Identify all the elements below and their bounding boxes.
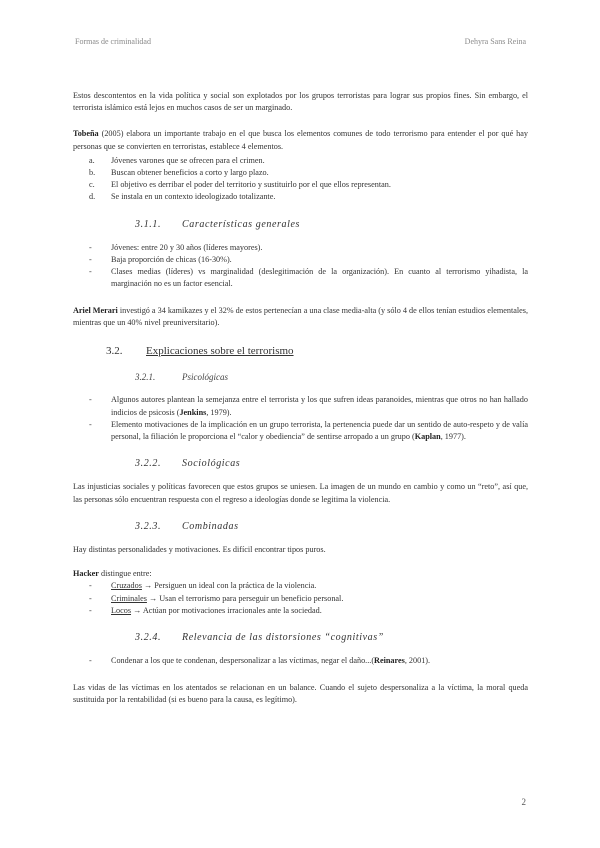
combined-paragraph: Hay distintas personalidades y motivaciones. Es difícil encontrar tipos puros. bbox=[73, 545, 326, 555]
header-left: Formas de criminalidad bbox=[75, 37, 151, 46]
list-item: - Jóvenes: entre 20 y 30 años (líderes mayores). bbox=[89, 242, 263, 252]
closing-paragraph: Las vidas de las víctimas en los atentados se relacionan en un balance. Cuando el sujeto despersonaliza a la víctima, la moral queda sustituida por la rentabilidad (si es bueno para la causa, es legítimo). bbox=[73, 682, 528, 704]
author-tobena: Tobeña bbox=[73, 129, 99, 139]
heading-3-2-3: 3.2.3. Combinadas bbox=[135, 520, 239, 532]
list-item: - Clases medias (líderes) vs marginalidad (deslegitimación de la organización). En cuanto al terrorismo yihadista, la marginación no es un factor esencial. bbox=[89, 267, 528, 289]
merari-paragraph: Ariel Merari investigó a 34 kamikazes y el 32% de estos pertenecían a una clase media-alta (y sólo 4 de ellos tenían estudios elementales, mientras que un 40% nivel preuniversitario). bbox=[73, 305, 528, 327]
list-item: a. Jóvenes varones que se ofrecen para el crimen. bbox=[89, 155, 265, 165]
tobena-list bbox=[73, 155, 528, 204]
list-item: d. Se instala en un contexto ideologizado totalizante. bbox=[89, 192, 276, 202]
author-hacker: Hacker bbox=[73, 569, 99, 579]
author-merari: Ariel Merari bbox=[73, 305, 118, 315]
intro-paragraph: Estos descontentos en la vida política y social son explotados por los grupos terroristas para lograr sus propios fines. Sin embargo, el terrorista islámico está lejos en muchos casos de ser un marginado. bbox=[73, 91, 528, 113]
page-content bbox=[73, 90, 528, 706]
list-item: - Elemento motivaciones de la implicación en un grupo terrorista, la pertenencia puede dar un sentido de auto-respeto y de valía personal, la filiación le proporciona el “calor y obediencia” de sentirse arropado a un grupo (Kaplan, 1977). bbox=[89, 419, 528, 442]
hacker-paragraph: Hacker distingue entre: bbox=[73, 569, 152, 579]
list-item: - Criminales → Usan el terrorismo para perseguir un beneficio personal. bbox=[89, 593, 344, 603]
header-right: Dehyra Sans Reina bbox=[464, 37, 526, 46]
list-item: b. Buscan obtener beneficios a corto y largo plazo. bbox=[89, 168, 269, 178]
heading-3-2: 3.2. Explicaciones sobre el terrorismo bbox=[106, 345, 294, 358]
page-number: 2 bbox=[521, 797, 526, 807]
heading-3-2-1: 3.2.1. Psicológicas bbox=[135, 372, 228, 383]
heading-3-2-2: 3.2.2. Sociológicas bbox=[135, 458, 241, 470]
tobena-paragraph: Tobeña (2005) elabora un importante trabajo en el que busca los elementos comunes de todo terrorismo para entender el por qué hay personas que se convierten en terroristas, establece 4 elementos. bbox=[73, 129, 528, 151]
list-item: - Baja proporción de chicas (16-30%). bbox=[89, 255, 232, 265]
sociological-paragraph: Las injusticias sociales y políticas favorecen que estos grupos se uniesen. La imagen de un mundo en cambio y como un “reto”, así que, las personas sólo encuentran respuesta con el regreso a ideologías donde se legitima la violencia. bbox=[73, 482, 528, 504]
heading-3-1-1: 3.1.1. Características generales bbox=[135, 218, 301, 230]
psychological-list bbox=[73, 394, 528, 443]
list-item: - Cruzados → Persiguen un ideal con la práctica de la violencia. bbox=[89, 581, 317, 591]
distortions-list bbox=[73, 655, 528, 667]
list-item: - Algunos autores plantean la semejanza entre el terrorista y los que sufren ideas paranoides, mientras que otros no han hallado indicios de psicosis (Jenkins, 1979). bbox=[89, 395, 528, 417]
list-item: - Condenar a los que te condenan, despersonalizar a las víctimas, negar el daño...(Reinares, 2001). bbox=[89, 656, 431, 666]
list-item: c. El objetivo es derribar el poder del territorio y sustituirlo por el que ellos representan. bbox=[89, 180, 391, 190]
hacker-types-list bbox=[73, 580, 528, 617]
characteristics-list bbox=[73, 242, 528, 291]
list-item: - Locos → Actúan por motivaciones irracionales ante la sociedad. bbox=[89, 605, 322, 615]
heading-3-2-4: 3.2.4. Relevancia de las distorsiones “cognitivas” bbox=[135, 632, 384, 644]
